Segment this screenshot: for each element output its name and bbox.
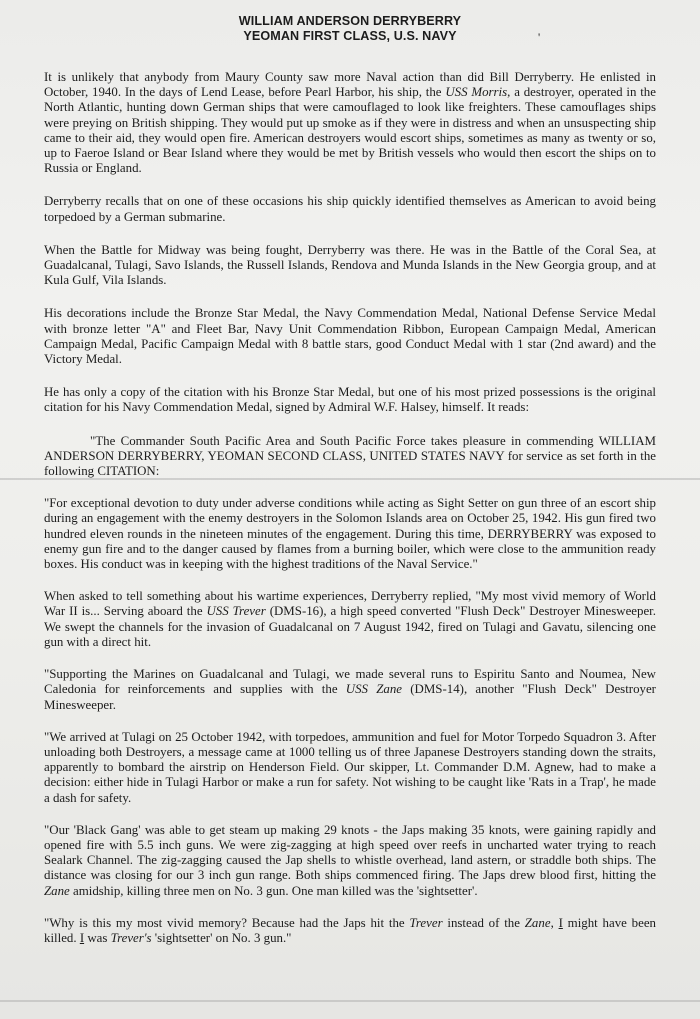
paragraph-submarine: Derryberry recalls that on one of these occasions his ship quickly identified themselves as American to avoid being torpedoed by a German submarine. [44,194,656,224]
underlined-pronoun: I [558,915,563,930]
paper-fold-line [0,1000,700,1002]
paragraph-decorations: His decorations include the Bronze Star Medal, the Navy Commendation Medal, National Defense Service Medal with bronze letter "A" and Fleet Bar, Navy Unit Commendation Ribbon, European Campaign Medal, American Campaign Medal, Pacific Campaign Medal with 8 battle stars, good Conduct Medal with 1 star (2nd award) and the Victory Medal. [44,306,656,367]
ship-name: Trever [409,915,443,930]
paragraph-closing: "Why is this my most vivid memory? Because had the Japs hit the Trever instead of the Zane, I might have been killed. I was Trever's 'sightsetter' on No. 3 gun." [44,915,656,945]
ship-name: USS Trever [206,604,266,619]
ship-name: USS Morris [445,85,508,100]
paper-fold-line [0,478,700,480]
paragraph-vivid-memory: When asked to tell something about his wartime experiences, Derryberry replied, "My most vivid memory of World War II is... Serving aboard the USS Trever (DMS-16), a high speed converted "Flush Deck" Destroyer Minesweeper. We swept the channels for the invasion of Guadalcanal on 7 August 1942, fired on Tulagi and Gavatu, silencing one gun with a direct hit. [44,589,656,649]
paragraph-citation-text: "For exceptional devotion to duty under adverse conditions while acting as Sight Setter on gun three of an escort ship during an engagement with the enemy destroyers in the Solomon Islands area on October 25, 1942. His gun fired two hundred eleven rounds in the nineteen minutes of the engagement. During this time, DERRYBERRY was exposed to enemy gun fire and to the danger caused by flames from a burning boiler, which were close to the ammunition ready boxes. His conduct was in keeping with the highest traditions of the Naval Service." [44,496,656,572]
paragraph-tulagi-arrival: "We arrived at Tulagi on 25 October 1942, with torpedoes, ammunition and fuel for Motor Torpedo Squadron 3. After unloading both Destroyers, a message came at 1000 telling us of three Japanese Destroyers standing down the straits, apparently to bombard the airstrip on Henderson Field. Our skipper, Lt. Commander D.M. Agnew, had to make a decision: either hide in Tulagi Harbor or make a run for safety. Not wishing to be caught like 'Rats in a Trap', he made a dash for safety. [44,729,656,805]
document-title: WILLIAM ANDERSON DERRYBERRY [238,14,462,28]
paragraph-commendation: "The Commander South Pacific Area and South Pacific Force takes pleasure in commending WILLIAM ANDERSON DERRYBERRY, YEOMAN SECOND CLASS, UNITED STATES NAVY for service as set forth in the following CITATION: [44,433,656,479]
paragraph-supporting-marines: "Supporting the Marines on Guadalcanal and Tulagi, we made several runs to Espiritu Santo and Noumea, New Caledonia for reinforcements and supplies with the USS Zane (DMS-14), another "Flush Deck" Destroyer Minesweeper. [44,667,656,712]
paragraph-battles: When the Battle for Midway was being fought, Derryberry was there. He was in the Battle of the Coral Sea, at Guadalcanal, Tulagi, Savo Islands, the Russell Islands, Rendova and Munda Islands in the New Georgia group, and at Kula Gulf, Vila Islands. [44,242,656,288]
ship-name: Trever's [110,930,152,945]
ship-name: USS Zane [345,682,402,697]
stray-mark: ' [538,30,541,44]
document-subtitle: YEOMAN FIRST CLASS, U.S. NAVY [243,29,457,43]
document-header [44,14,656,44]
paragraph-black-gang: "Our 'Black Gang' was able to get steam up making 29 knots - the Japs making 35 knots, were gaining rapidly and opened fire with 5.5 inch guns. We were zig-zagging at high speed over reefs in uncharted water trying to reach Sealark Channel. The zig-zagging caused the Jap shells to whistle overhead, land astern, or straddle both ships. The distance was closing for our 3 inch gun range. Both ships commenced firing. The Japs drew blood first, hitting the Zane amidship, killing three men on No. 3 gun. One man killed was the 'sightsetter'. [44,822,656,898]
paragraph-morris: It is unlikely that anybody from Maury County saw more Naval action than did Bill Derryberry. He enlisted in October, 1940. In the days of Lend Lease, before Pearl Harbor, his ship, the USS Morris, a destroyer, operated in the North Atlantic, hunting down German ships that were camouflaged to look like freighters. These camouflages ships were preying on British shipping. They would put up smoke as if they were in distress and when an unsuspecting ship came to their aid, they would open fire. American destroyers would escort ships, sometimes as many as twenty or so, up to Faeroe Island or Bear Island where they would be met by British vessels who would then escort the ships on to Russia or England. [44,70,656,176]
ship-name: Zane [524,915,551,930]
ship-name: Zane [44,883,70,898]
paragraph-citation-intro: He has only a copy of the citation with his Bronze Star Medal, but one of his most prized possessions is the original citation for his Navy Commendation Medal, signed by Admiral W.F. Halsey, himself. It reads: [44,385,656,415]
underlined-pronoun: I [79,930,85,945]
